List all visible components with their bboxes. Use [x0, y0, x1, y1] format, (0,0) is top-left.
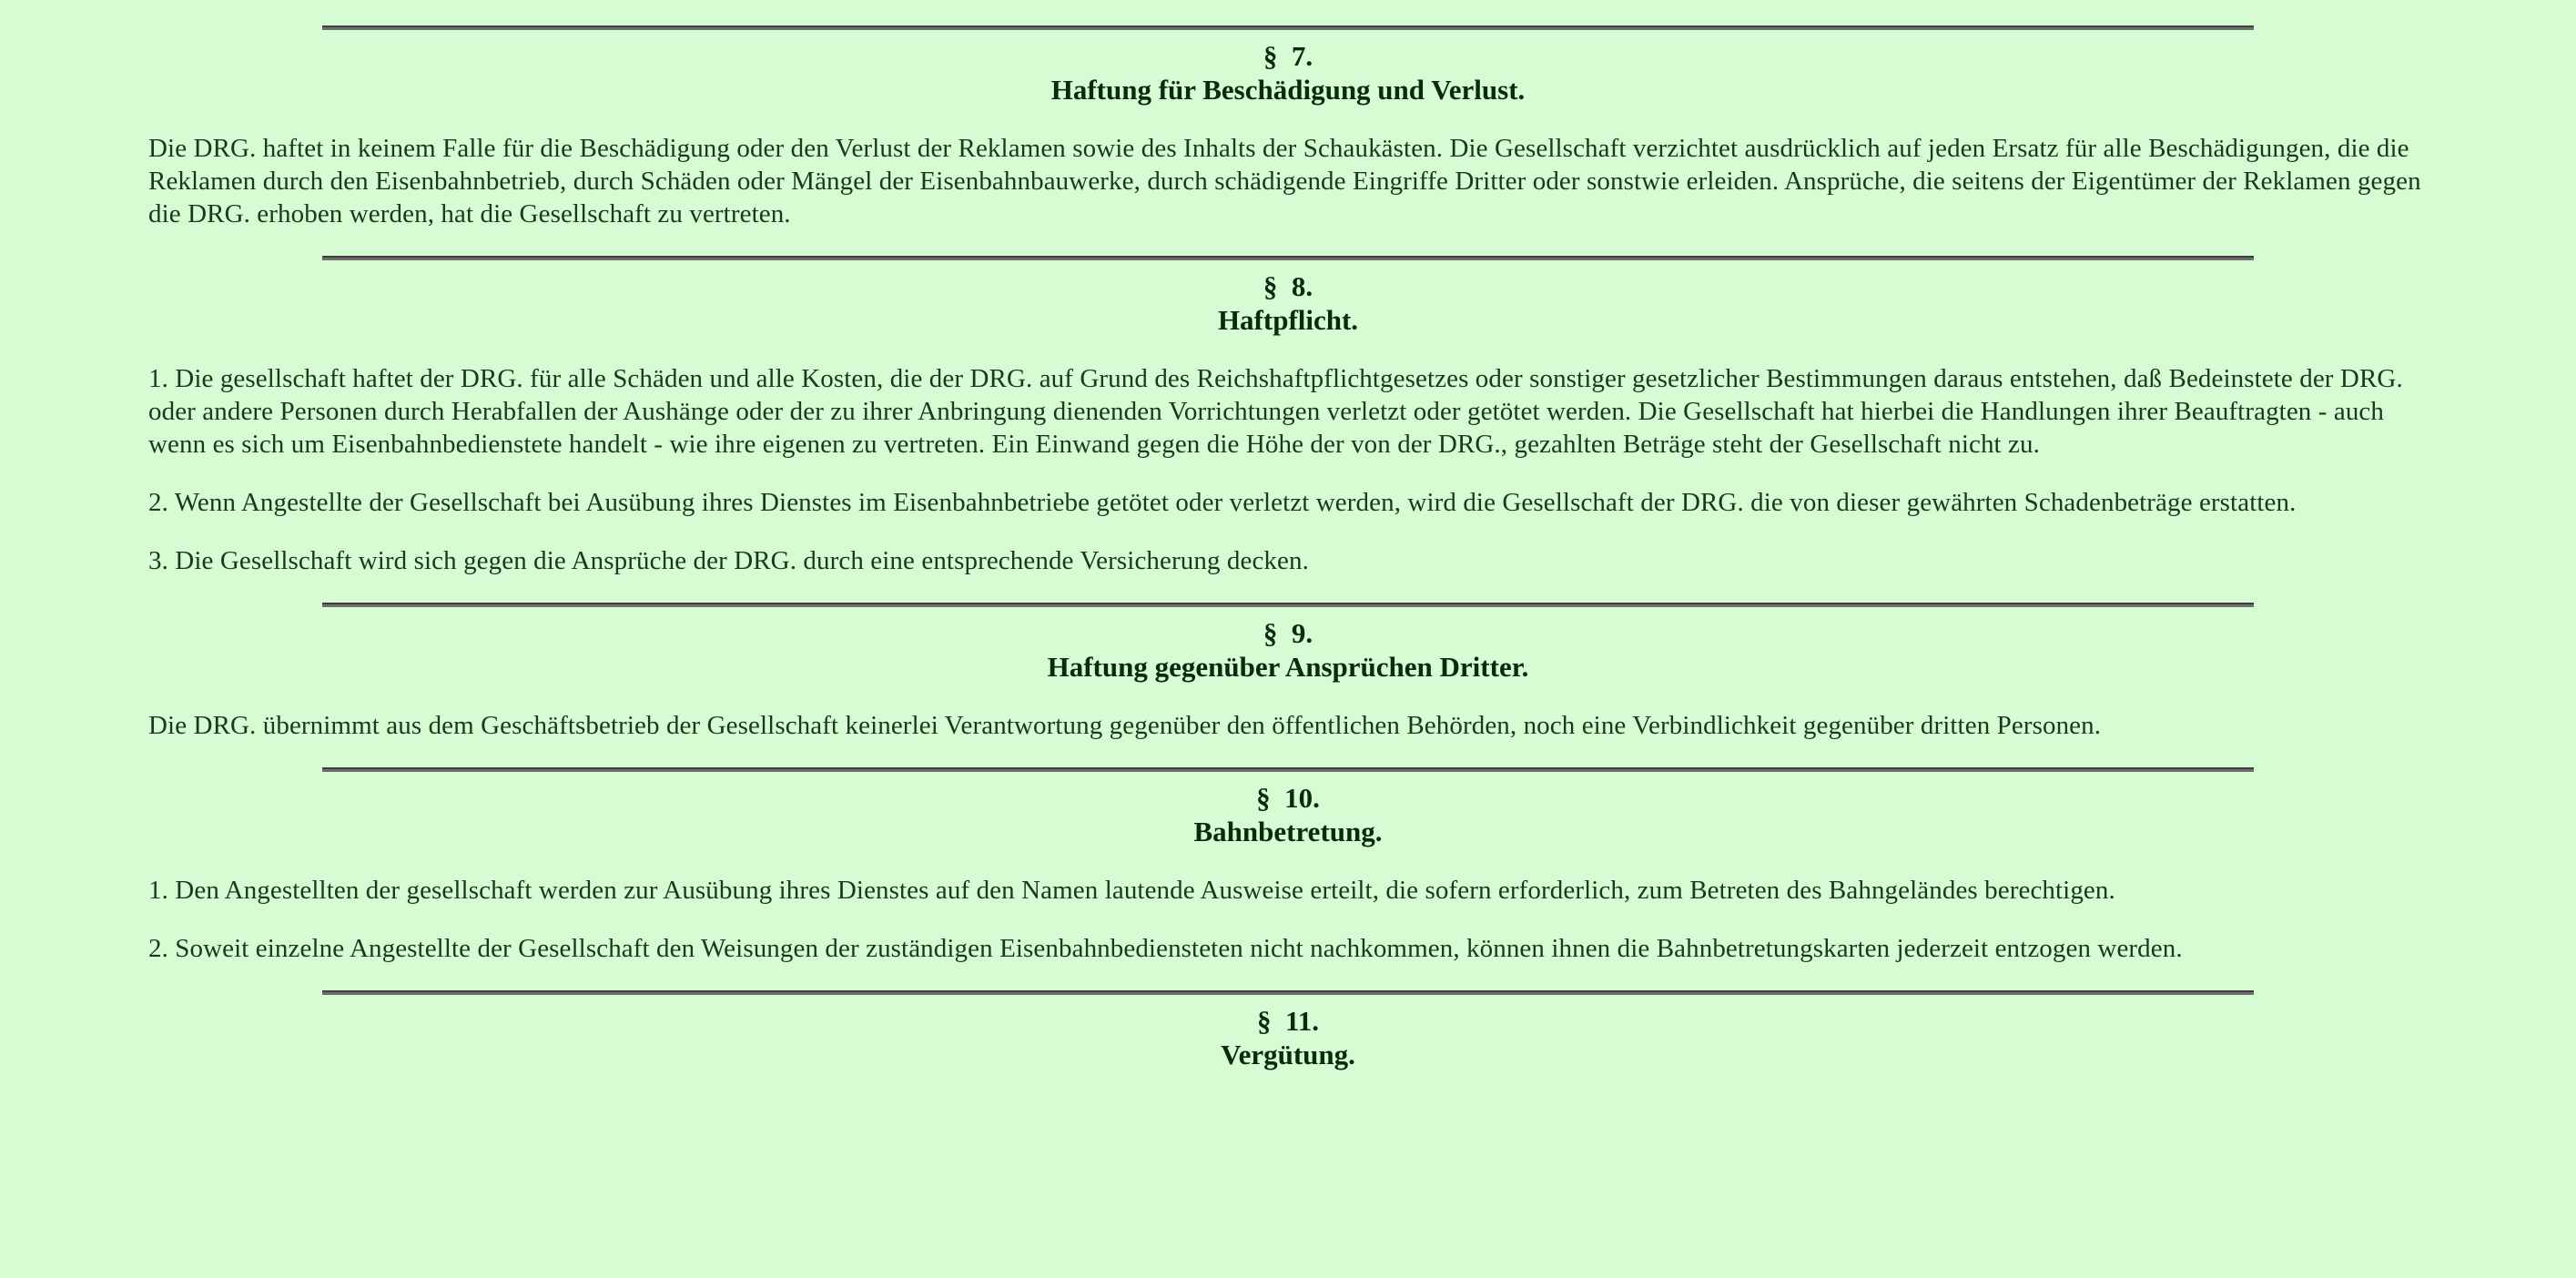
- paragraph: 3. Die Gesellschaft wird sich gegen die Ansprüche der DRG. durch eine entsprechende Versicherung decken.: [148, 546, 1309, 575]
- section-body: [0, 132, 2576, 230]
- section-body: [0, 874, 2576, 965]
- section-divider: [322, 256, 2254, 260]
- paragraph: 2. Soweit einzelne Angestellte der Gesellschaft den Weisungen der zuständigen Eisenbahnbediensteten nicht nachkommen, können ihnen die Bahnbetretungskarten jederzeit entzogen werden.: [148, 934, 2183, 963]
- section-divider: [322, 767, 2254, 772]
- section-heading: [0, 1004, 2576, 1071]
- section-10: [0, 767, 2576, 965]
- section-11: [0, 990, 2576, 1071]
- section-7: [0, 25, 2576, 230]
- section-number: § 7.: [1263, 40, 1313, 72]
- section-title: Bahnbetretung.: [1193, 816, 1383, 847]
- section-number: § 10.: [1256, 782, 1320, 814]
- section-divider: [322, 990, 2254, 995]
- section-number: § 9.: [1263, 617, 1313, 649]
- section-heading: [0, 39, 2576, 106]
- paragraph: Die DRG. übernimmt aus dem Geschäftsbetrieb der Gesellschaft keinerlei Verantwortung gegenüber den öffentlichen Behörden, noch eine Verbindlichkeit gegenüber dritten Personen.: [148, 711, 2102, 740]
- section-9: [0, 603, 2576, 742]
- paragraph: 2. Wenn Angestellte der Gesellschaft bei Ausübung ihres Dienstes im Eisenbahnbetriebe getötet oder verletzt werden, wird die Gesellschaft der DRG. die von dieser gewährten Schadenbeträge erstatten.: [148, 488, 2297, 517]
- section-body: [0, 709, 2576, 742]
- section-body: [0, 362, 2576, 577]
- section-title: Haftung gegenüber Ansprüchen Dritter.: [1047, 651, 1529, 683]
- section-divider: [322, 603, 2254, 607]
- section-heading: [0, 616, 2576, 684]
- section-title: Haftpflicht.: [1217, 304, 1359, 336]
- document-page: [0, 25, 2576, 1278]
- section-heading: [0, 781, 2576, 848]
- section-title: Haftung für Beschädigung und Verlust.: [1050, 74, 1526, 106]
- section-8: [0, 256, 2576, 577]
- section-divider: [322, 25, 2254, 30]
- section-number: § 8.: [1263, 270, 1313, 302]
- paragraph: 1. Den Angestellten der gesellschaft werden zur Ausübung ihres Dienstes auf den Namen lautende Ausweise erteilt, die sofern erforderlich, zum Betreten des Bahngeländes berechtigen.: [148, 876, 2115, 905]
- paragraph: 1. Die gesellschaft haftet der DRG. für alle Schäden und alle Kosten, die der DRG. auf Grund des Reichshaftpflichtgesetzes oder sonstiger gesetzlicher Bestimmungen daraus entstehen, daß Bedeinstete der DRG. oder andere Personen durch Herabfallen der Aushänge oder der zu ihrer Anbringung dienenden Vorrichtungen verletzt oder getötet werden. Die Gesellschaft hat hierbei die Handlungen ihrer Beauftragten - auch wenn es sich um Eisenbahnbedienstete handelt - wie ihre eigenen zu vertreten. Ein Einwand gegen die Höhe der von der DRG., gezahlten Beträge steht der Gesellschaft nicht zu.: [148, 364, 2403, 459]
- section-title: Vergütung.: [1221, 1039, 1355, 1070]
- section-heading: [0, 269, 2576, 337]
- section-number: § 11.: [1256, 1005, 1320, 1037]
- paragraph: Die DRG. haftet in keinem Falle für die Beschädigung oder den Verlust der Reklamen sowie des Inhalts der Schaukästen. Die Gesellschaft verzichtet ausdrücklich auf jeden Ersatz für alle Beschädigungen, die die Reklamen durch den Eisenbahnbetrieb, durch Schäden oder Mängel der Eisenbahnbauwerke, durch schädigende Eingriffe Dritter oder sonstwie erleiden. Ansprüche, die seitens der Eigentümer der Reklamen gegen die DRG. erhoben werden, hat die Gesellschaft zu vertreten.: [148, 134, 2421, 228]
